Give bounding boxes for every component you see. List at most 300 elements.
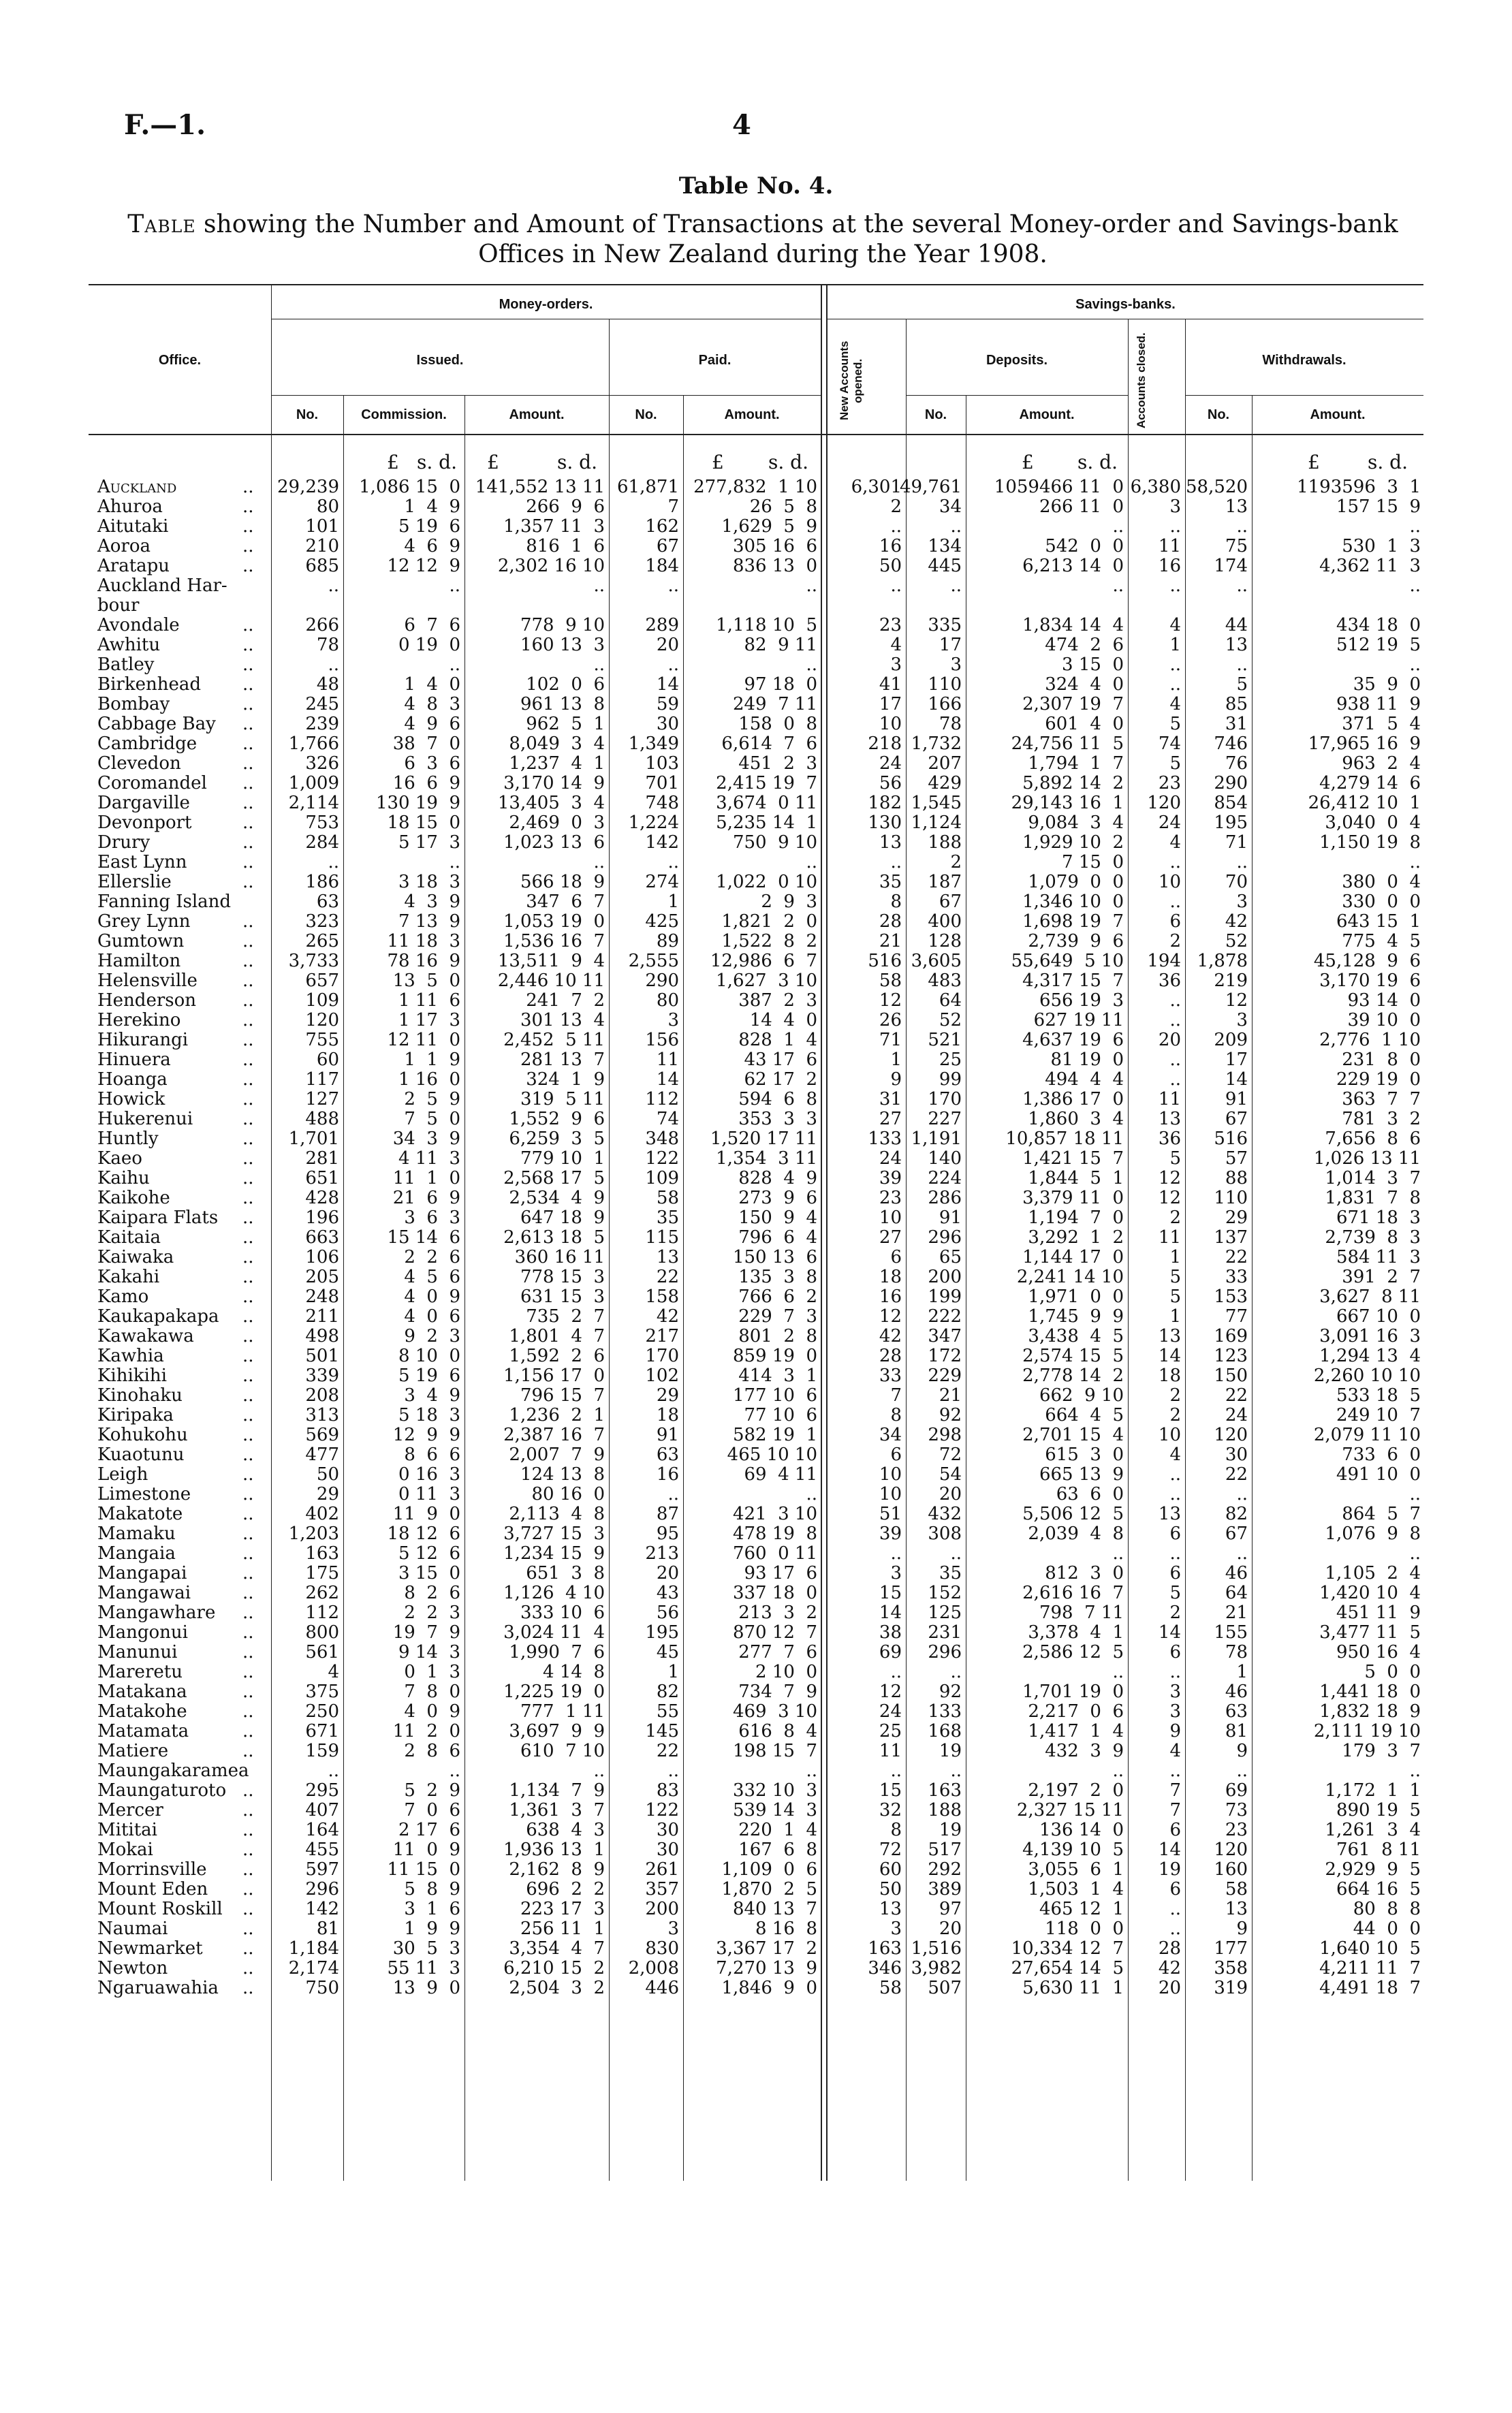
cell-dep-amt: 615 3 0 [1045,1445,1124,1465]
office-name: Batley [97,654,155,675]
cell-iss-no: 1,701 [288,1129,339,1149]
office-name: Maungakaramea [97,1761,249,1781]
cell-paid-amt: 387 2 3 [738,990,817,1011]
leader-dots: .. [242,813,254,833]
head-deposits: Deposits. [986,353,1048,368]
cell-dep-amt: 627 19 11 [1033,1010,1124,1030]
cell-iss-no: 455 [305,1840,339,1860]
cell-comm: 55 11 3 [387,1958,460,1978]
cell-iss-amt: 3,727 15 3 [503,1524,605,1544]
cell-dep-amt: 3 15 0 [1062,654,1124,675]
cell-wd-no: 137 [1214,1227,1248,1248]
cell-dep-amt: 136 14 0 [1039,1820,1124,1840]
cell-paid-amt: 539 14 3 [732,1800,817,1820]
cell-dep-no: .. [950,1662,962,1682]
cell-new-acc: 130 [868,813,902,833]
cell-wd-no: 155 [1214,1622,1248,1643]
cell-dep-amt: 10,857 18 11 [1005,1129,1124,1149]
head-deposits-no: No. [924,407,947,422]
cell-comm: 0 16 3 [398,1464,460,1485]
cell-paid-no: 59 [656,694,679,714]
cell-paid-no: 357 [645,1879,679,1899]
cell-new-acc: 6 [890,1445,902,1465]
cell-iss-no: 142 [305,1899,339,1919]
cell-closed: .. [1169,1919,1181,1939]
cell-iss-amt: 1,156 17 0 [503,1366,605,1386]
office-name: Mangonui [97,1622,188,1643]
cell-comm: 4 6 9 [404,536,460,556]
cell-wd-no: 91 [1225,1089,1248,1109]
unit-wd-pound: £ [1308,451,1320,473]
table-row [0,1247,1512,1267]
cell-new-acc: 10 [879,1464,902,1485]
table-row [0,477,1512,496]
cell-iss-amt: 3,354 4 7 [509,1938,605,1959]
table-row [0,1701,1512,1721]
cell-paid-amt: 14 4 0 [749,1010,817,1030]
table-row [0,1287,1512,1306]
cell-paid-amt: 93 17 6 [744,1563,817,1583]
leader-dots: .. [242,1879,254,1899]
cell-new-acc: 50 [879,556,902,576]
cell-wd-amt: 2,776 1 10 [1319,1030,1421,1050]
cell-dep-no: 517 [928,1840,962,1860]
office-name: Kaitaia [97,1227,161,1248]
cell-wd-amt: 2,111 19 10 [1313,1721,1421,1741]
cell-paid-amt: 62 17 2 [744,1069,817,1090]
cell-dep-amt: 465 12 1 [1039,1899,1124,1919]
cell-paid-amt: 213 3 2 [738,1603,817,1623]
leader-dots: .. [242,1603,254,1623]
cell-paid-amt: 796 6 4 [738,1227,817,1248]
cell-closed: 12 [1158,1168,1181,1188]
cell-iss-amt: 1,361 3 7 [509,1800,605,1820]
cell-wd-amt: 950 16 4 [1336,1642,1421,1662]
cell-wd-no: 150 [1214,1366,1248,1386]
office-name: Awhitu [97,635,161,655]
cell-iss-no: 159 [305,1741,339,1761]
cell-paid-no: 145 [645,1721,679,1741]
cell-dep-amt: 9,084 3 4 [1028,813,1124,833]
cell-iss-amt: 2,162 8 9 [509,1859,605,1880]
cell-paid-no: 91 [656,1425,679,1445]
cell-dep-no: 20 [939,1919,962,1939]
cell-iss-no: 561 [305,1642,339,1662]
table-row [0,1603,1512,1622]
cell-iss-no: 163 [305,1543,339,1564]
cell-paid-no: 748 [645,793,679,813]
cell-dep-no: 3,982 [911,1958,962,1978]
cell-new-acc: .. [890,516,902,537]
cell-comm: 13 9 0 [392,1978,460,1998]
cell-iss-amt: 8,049 3 4 [509,734,605,754]
cell-iss-amt: 2,007 7 9 [509,1445,605,1465]
cell-wd-no: 120 [1214,1840,1248,1860]
cell-new-acc: 39 [879,1524,902,1544]
cell-wd-amt: .. [1409,1761,1421,1781]
cell-paid-no: 102 [645,1366,679,1386]
cell-iss-amt: 281 13 7 [520,1050,605,1070]
cell-dep-no: 231 [928,1622,962,1643]
cell-dep-amt: .. [1112,575,1124,596]
cell-iss-no: 112 [305,1603,339,1623]
cell-iss-amt: 2,568 17 5 [503,1168,605,1188]
cell-closed: 2 [1169,1208,1181,1228]
cell-iss-no: 208 [305,1385,339,1406]
table-row [0,1919,1512,1938]
head-savings-banks: Savings-banks. [1075,297,1176,312]
cell-dep-no: 296 [928,1227,962,1248]
cell-iss-amt: 735 2 7 [526,1306,605,1327]
cell-iss-amt: 3,170 14 9 [503,773,605,793]
cell-iss-no: 60 [316,1050,339,1070]
cell-paid-no: 89 [656,931,679,951]
office-name: Howick [97,1089,166,1109]
cell-wd-no: 21 [1225,1603,1248,1623]
cell-wd-amt: 1,014 3 7 [1325,1168,1421,1188]
cell-dep-amt: 1,701 19 0 [1022,1682,1124,1702]
cell-dep-no: 2 [950,852,962,872]
cell-dep-amt: 27,654 14 5 [1011,1958,1124,1978]
leader-dots: .. [242,1524,254,1544]
cell-dep-no: 507 [928,1978,962,1998]
cell-wd-amt: 1,441 18 0 [1319,1682,1421,1702]
cell-iss-no: .. [328,852,339,872]
cell-comm: 4 11 3 [398,1148,460,1169]
office-name: Clevedon [97,753,181,774]
cell-new-acc: 28 [879,1346,902,1366]
cell-paid-no: 112 [645,1089,679,1109]
cell-wd-no: 290 [1214,773,1248,793]
cell-comm: 2 17 6 [398,1820,460,1840]
cell-wd-amt: 4,211 11 7 [1319,1958,1421,1978]
cell-paid-no: 213 [645,1543,679,1564]
cell-paid-amt: 167 6 8 [738,1840,817,1860]
cell-paid-amt: 150 9 4 [738,1208,817,1228]
cell-dep-no: 227 [928,1109,962,1129]
cell-dep-amt: 1,844 5 1 [1028,1168,1124,1188]
cell-new-acc: .. [890,1662,902,1682]
cell-iss-amt: 1,234 15 9 [503,1543,605,1564]
cell-wd-amt: 2,929 9 5 [1325,1859,1421,1880]
office-name: East Lynn [97,852,187,872]
table-row [0,753,1512,773]
cell-comm: 4 3 9 [404,892,460,912]
cell-wd-no: 195 [1214,813,1248,833]
cell-comm: 11 9 0 [392,1504,460,1524]
cell-comm: 5 18 3 [398,1405,460,1425]
office-name: Newmarket [97,1938,203,1959]
cell-wd-amt: 761 8 11 [1336,1840,1421,1860]
cell-iss-amt: 1,237 4 1 [509,753,605,774]
cell-paid-no: 274 [645,872,679,892]
cell-iss-amt: 1,552 9 6 [509,1109,605,1129]
cell-wd-amt: 17,965 16 9 [1308,734,1421,754]
cell-iss-amt: 1,134 7 9 [509,1780,605,1801]
cell-wd-no: 67 [1225,1524,1248,1544]
table-caption [116,210,1410,270]
cell-dep-amt: 5,892 14 2 [1022,773,1124,793]
head-money-orders: Money-orders. [499,297,593,312]
table-row [0,1741,1512,1761]
cell-new-acc: 58 [879,1978,902,1998]
office-name: Mercer [97,1800,163,1820]
leader-dots: .. [242,654,254,675]
cell-comm: 3 18 3 [398,872,460,892]
cell-closed: 11 [1158,1089,1181,1109]
cell-wd-amt: 4,279 14 6 [1319,773,1421,793]
table-row [0,1780,1512,1800]
cell-dep-no: 429 [928,773,962,793]
cell-comm: 8 2 6 [404,1583,460,1603]
leader-dots: .. [242,1958,254,1978]
office-name: Kiripaka [97,1405,174,1425]
table-row [0,556,1512,575]
cell-iss-amt: 696 2 2 [526,1879,605,1899]
cell-iss-no: 63 [316,892,339,912]
cell-dep-amt: 1,144 17 0 [1022,1247,1124,1267]
cell-dep-amt: 1,079 0 0 [1028,872,1124,892]
cell-iss-amt: 1,536 16 7 [503,931,605,951]
cell-iss-no: 402 [305,1504,339,1524]
cell-dep-no: 222 [928,1306,962,1327]
cell-comm: 18 15 0 [387,813,460,833]
cell-paid-no: 13 [656,1247,679,1267]
cell-iss-no: 4 [328,1662,339,1682]
cell-wd-amt: 44 0 0 [1353,1919,1421,1939]
cell-wd-no: 75 [1225,536,1248,556]
office-name: Mount Eden [97,1879,208,1899]
cell-comm: 1 4 9 [404,496,460,517]
cell-paid-no: 1 [667,1662,679,1682]
cell-wd-amt: 2,260 10 10 [1313,1366,1421,1386]
leader-dots: .. [242,635,254,655]
office-name: Kawhia [97,1346,164,1366]
table-row [0,1820,1512,1840]
cell-new-acc: 38 [879,1622,902,1643]
cell-iss-amt: 141,552 13 11 [475,477,605,497]
cell-closed: 42 [1158,1958,1181,1978]
cell-iss-no: 248 [305,1287,339,1307]
cell-wd-amt: 3,627 8 11 [1319,1287,1421,1307]
cell-iss-no: 80 [316,496,339,517]
cell-comm: 11 0 9 [392,1840,460,1860]
cell-paid-amt: 332 10 3 [732,1780,817,1801]
cell-dep-amt: 2,574 15 5 [1022,1346,1124,1366]
cell-wd-no: 516 [1214,1129,1248,1149]
cell-iss-no: 326 [305,753,339,774]
office-name: Mititai [97,1820,157,1840]
leader-dots: .. [242,1069,254,1090]
cell-new-acc: 50 [879,1879,902,1899]
cell-closed: 20 [1158,1030,1181,1050]
cell-wd-amt: 93 14 0 [1347,990,1421,1011]
cell-wd-amt: 1,261 3 4 [1325,1820,1421,1840]
cell-iss-amt: 160 13 3 [520,635,605,655]
cell-wd-no: 160 [1214,1859,1248,1880]
cell-wd-no: 169 [1214,1326,1248,1346]
office-name: Cabbage Bay [97,714,216,734]
cell-iss-amt: 796 15 7 [520,1385,605,1406]
cell-dep-no: 34 [939,496,962,517]
cell-dep-no: 347 [928,1326,962,1346]
cell-wd-no: 33 [1225,1267,1248,1287]
cell-wd-amt: 1,294 13 4 [1319,1346,1421,1366]
cell-iss-no: 196 [305,1208,339,1228]
unit-dep-sd: s. d. [1077,451,1118,473]
cell-wd-amt: 363 7 7 [1342,1089,1421,1109]
leader-dots: .. [242,1148,254,1169]
cell-closed: 3 [1169,1701,1181,1722]
cell-dep-amt: 2,327 15 11 [1016,1800,1124,1820]
office-name: Newton [97,1958,168,1978]
cell-paid-no: 14 [656,1069,679,1090]
cell-new-acc: .. [890,575,902,596]
cell-dep-no: 172 [928,1346,962,1366]
cell-wd-amt: 4,362 11 3 [1319,556,1421,576]
table-row [0,1306,1512,1326]
cell-closed: 6 [1169,1879,1181,1899]
cell-dep-amt: 664 4 5 [1045,1405,1124,1425]
cell-wd-no: 17 [1225,1050,1248,1070]
cell-iss-amt: 1,225 19 0 [503,1682,605,1702]
table-row [0,1109,1512,1129]
cell-wd-no: 67 [1225,1109,1248,1129]
office-name: Makatote [97,1504,183,1524]
cell-comm: 2 8 6 [404,1741,460,1761]
cell-iss-no: 29,239 [277,477,339,497]
cell-new-acc: 133 [868,1129,902,1149]
cell-paid-no: 87 [656,1504,679,1524]
cell-paid-amt: 1,870 2 5 [721,1879,817,1899]
cell-closed: 9 [1169,1721,1181,1741]
cell-iss-no: 127 [305,1089,339,1109]
cell-iss-amt: 223 17 3 [520,1899,605,1919]
cell-paid-amt: 801 2 8 [738,1326,817,1346]
cell-dep-amt: .. [1112,516,1124,537]
cell-paid-no: 82 [656,1682,679,1702]
cell-dep-amt: 3,055 6 1 [1028,1859,1124,1880]
cell-iss-amt: 961 13 8 [520,694,605,714]
cell-iss-no: 205 [305,1267,339,1287]
cell-wd-amt: .. [1409,1484,1421,1504]
cell-dep-no: .. [950,1543,962,1564]
cell-dep-amt: 10,334 12 7 [1011,1938,1124,1959]
cell-new-acc: 71 [879,1030,902,1050]
cell-wd-no: .. [1236,852,1248,872]
cell-paid-no: 348 [645,1129,679,1149]
cell-comm: 0 1 3 [404,1662,460,1682]
cell-paid-no: 290 [645,971,679,991]
cell-iss-no: 501 [305,1346,339,1366]
cell-closed: .. [1169,654,1181,675]
cell-closed: 5 [1169,1267,1181,1287]
cell-closed: 2 [1169,931,1181,951]
cell-new-acc: 34 [879,1425,902,1445]
cell-closed: 13 [1158,1326,1181,1346]
cell-new-acc: 7 [890,1385,902,1406]
head-accounts-closed: Accounts closed. [1135,332,1148,429]
leader-dots: .. [242,1800,254,1820]
cell-paid-no: 74 [656,1109,679,1129]
cell-new-acc: 69 [879,1642,902,1662]
cell-closed: 16 [1158,556,1181,576]
cell-dep-no: 92 [939,1405,962,1425]
cell-closed: 13 [1158,1109,1181,1129]
cell-comm: 2 2 6 [404,1247,460,1267]
office-name: Kaihu [97,1168,150,1188]
cell-paid-no: 122 [645,1800,679,1820]
cell-iss-amt: 1,053 19 0 [503,911,605,932]
sub-rule-deposits [906,395,1128,396]
table-row [0,1899,1512,1919]
cell-comm: 0 19 0 [398,635,460,655]
cell-paid-amt: 1,629 5 9 [721,516,817,537]
cell-closed: .. [1169,1899,1181,1919]
cell-wd-amt: 643 15 1 [1336,911,1421,932]
table-row [0,694,1512,714]
cell-dep-amt: 601 4 0 [1045,714,1124,734]
cell-iss-amt: 566 18 9 [520,872,605,892]
table-row [0,1010,1512,1030]
cell-paid-no: 122 [645,1148,679,1169]
unit-dep-pound: £ [1022,451,1034,473]
table-row [0,971,1512,990]
cell-paid-amt: 77 10 6 [744,1405,817,1425]
cell-iss-amt: 2,446 10 11 [497,971,605,991]
cell-paid-amt: 82 9 11 [744,635,817,655]
leader-dots: .. [242,1662,254,1682]
cell-paid-no: 2,008 [628,1958,679,1978]
cell-comm: 1 16 0 [398,1069,460,1090]
cell-dep-no: 67 [939,892,962,912]
cell-dep-amt: 2,241 14 10 [1016,1267,1124,1287]
cell-paid-no: 22 [656,1741,679,1761]
leader-dots: .. [242,1366,254,1386]
cell-wd-no: 3 [1236,1010,1248,1030]
table-row [0,1938,1512,1958]
table-row [0,1484,1512,1504]
cell-paid-amt: .. [806,575,817,596]
cell-wd-amt: 231 8 0 [1342,1050,1421,1070]
cell-wd-no: 44 [1225,615,1248,635]
cell-closed: 10 [1158,872,1181,892]
cell-dep-no: 483 [928,971,962,991]
cell-closed: 7 [1169,1800,1181,1820]
table-row [0,1425,1512,1445]
office-name: Cambridge [97,734,198,754]
cell-new-acc: 10 [879,1484,902,1504]
cell-iss-no: 800 [305,1622,339,1643]
cell-wd-amt: 371 5 4 [1342,714,1421,734]
cell-paid-amt: 421 3 10 [732,1504,817,1524]
cell-iss-no: 375 [305,1682,339,1702]
cell-iss-no: 175 [305,1563,339,1583]
cell-comm: 1,086 15 0 [359,477,460,497]
cell-paid-no: 16 [656,1464,679,1485]
cell-dep-amt: 1,503 1 4 [1028,1879,1124,1899]
cell-iss-no: 488 [305,1109,339,1129]
office-name: Hinuera [97,1050,171,1070]
cell-dep-amt: 1,346 10 0 [1022,892,1124,912]
cell-wd-no: 46 [1225,1563,1248,1583]
cell-dep-no: 445 [928,556,962,576]
cell-wd-no: .. [1236,516,1248,537]
cell-paid-no: 115 [645,1227,679,1248]
cell-new-acc: 72 [879,1840,902,1860]
cell-new-acc: 39 [879,1168,902,1188]
cell-dep-amt: .. [1112,1543,1124,1564]
